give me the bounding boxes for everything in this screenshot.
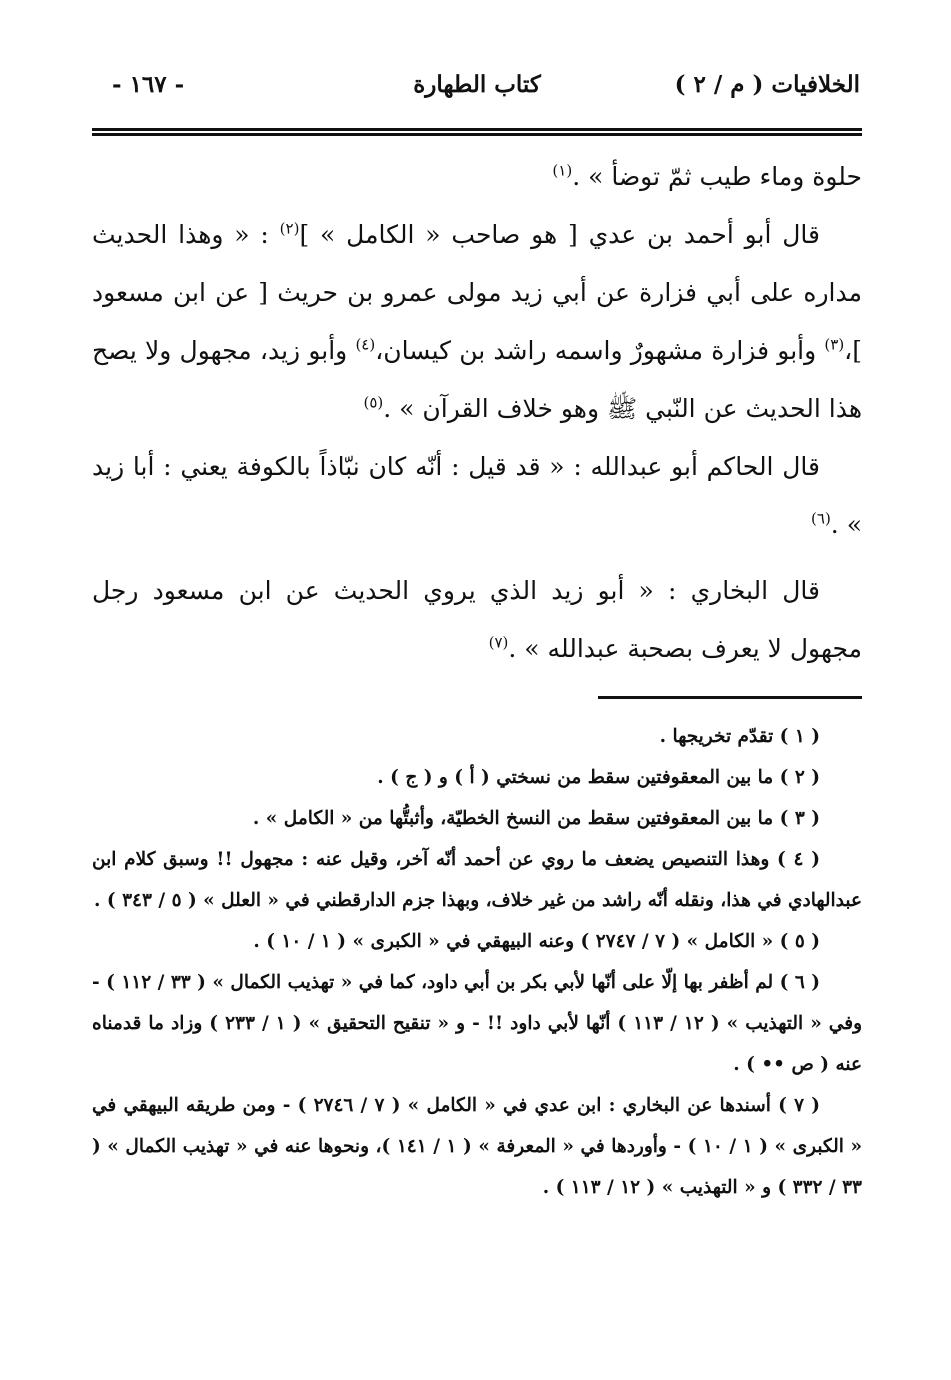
footnote-ref: (٦): [811, 509, 831, 528]
footnote-separator: [598, 696, 862, 699]
paragraph-2: [92, 206, 862, 438]
paragraph-3: [92, 438, 862, 554]
footnote-4: ( ٤ ) وهذا التنصيص يضعف ما روي عن أحمد أنّه آخر، وقيل عنه : مجهول !! وسبق كلام ابن عبدالهادي في هذا، ونقله أنّه راشد من غير خلاف، وبهذا جزم الدارقطني في « العلل » ( ٥ / ٣٤٣ ) .: [92, 849, 862, 911]
footnote-ref: (٢): [279, 219, 300, 238]
footnote-6: ( ٦ ) لم أظفر بها إلّا على أنّها لأبي بكر بن أبي داود، كما في « تهذيب الكمال » ( ٣٣ / ١١٢ ) - وفي « التهذيب » ( ١٢ / ١١٣ ) أنّها لأبي داود !! - و « تنقيح التحقيق » ( ١ / ٢٣٣ ) وزاد ما قدمناه عنه ( ص •• ) .: [92, 972, 863, 1075]
book-title: الخلافيات ( م / ٢ ): [674, 71, 860, 98]
header-double-rule: [92, 128, 862, 136]
paragraph-2-text: وأبو زيد، مجهول ولا يصح هذا الحديث عن النّبي ﷺ وهو خلاف القرآن » .: [92, 336, 862, 423]
chapter-title: كتاب الطهارة: [413, 71, 541, 98]
footnote-ref: (٧): [488, 633, 509, 652]
footnote-1: ( ١ ) تقدّم تخريجها .: [659, 726, 820, 747]
footnote-3: ( ٣ ) ما بين المعقوفتين سقط من النسخ الخطيّة، وأثبتُّها من « الكامل » .: [252, 808, 820, 829]
paragraph-4-text: قال البخاري : « أبو زيد الذي يروي الحديث عن ابن مسعود رجل مجهول لا يعرف بصحبة عبدالله » .: [92, 576, 862, 663]
paragraph-3-text: قال الحاكم أبو عبدالله : « قد قيل : أنّه كان نبّاذاً بالكوفة يعني : أبا زيد » .: [92, 452, 862, 539]
page-header: [92, 62, 862, 112]
paragraph-2-text: قال أبو أحمد بن عدي [ هو صاحب « الكامل » ]: [299, 220, 820, 249]
footnote-5: ( ٥ ) « الكامل » ( ٧ / ٢٧٤٧ ) وعنه البيهقي في « الكبرى » ( ١ / ١٠ ) .: [253, 931, 820, 952]
paragraph-2-text: : « وهذا الحديث مداره على أبي فزارة عن أبي زيد مولى عمرو بن حريث [ عن ابن مسعود ]،: [92, 220, 862, 365]
footnotes: [92, 716, 862, 1208]
footnote-7: ( ٧ ) أسندها عن البخاري : ابن عدي في « الكامل » ( ٧ / ٢٧٤٦ ) - ومن طريقه البيهقي في « الكبرى » ( ١ / ١٠ ) - وأوردها في « المعرفة » ( ١ / ١٤١ )، ونحوها عنه في « تهذيب الكمال » ( ٣٣ / ٣٣٢ ) و « التهذيب » ( ١٢ / ١١٣ ) .: [92, 1095, 863, 1198]
page-number: - ١٦٧ -: [112, 71, 185, 98]
footnote-ref: (٣): [824, 335, 845, 354]
footnote-ref: (١): [552, 161, 573, 180]
main-text: [92, 148, 862, 678]
paragraph-4: [92, 562, 862, 678]
paragraph-1-text: حلوة وماء طيب ثمّ توضأ » .: [572, 162, 862, 191]
footnote-ref: (٥): [363, 393, 384, 412]
paragraph-1: [92, 148, 862, 206]
footnote-ref: (٤): [355, 335, 376, 354]
footnote-2: ( ٢ ) ما بين المعقوفتين سقط من نسختي ( أ ) و ( ج ) .: [377, 767, 820, 788]
paragraph-2-text: وأبو فزارة مشهورٌ واسمه راشد بن كيسان،: [375, 336, 825, 365]
